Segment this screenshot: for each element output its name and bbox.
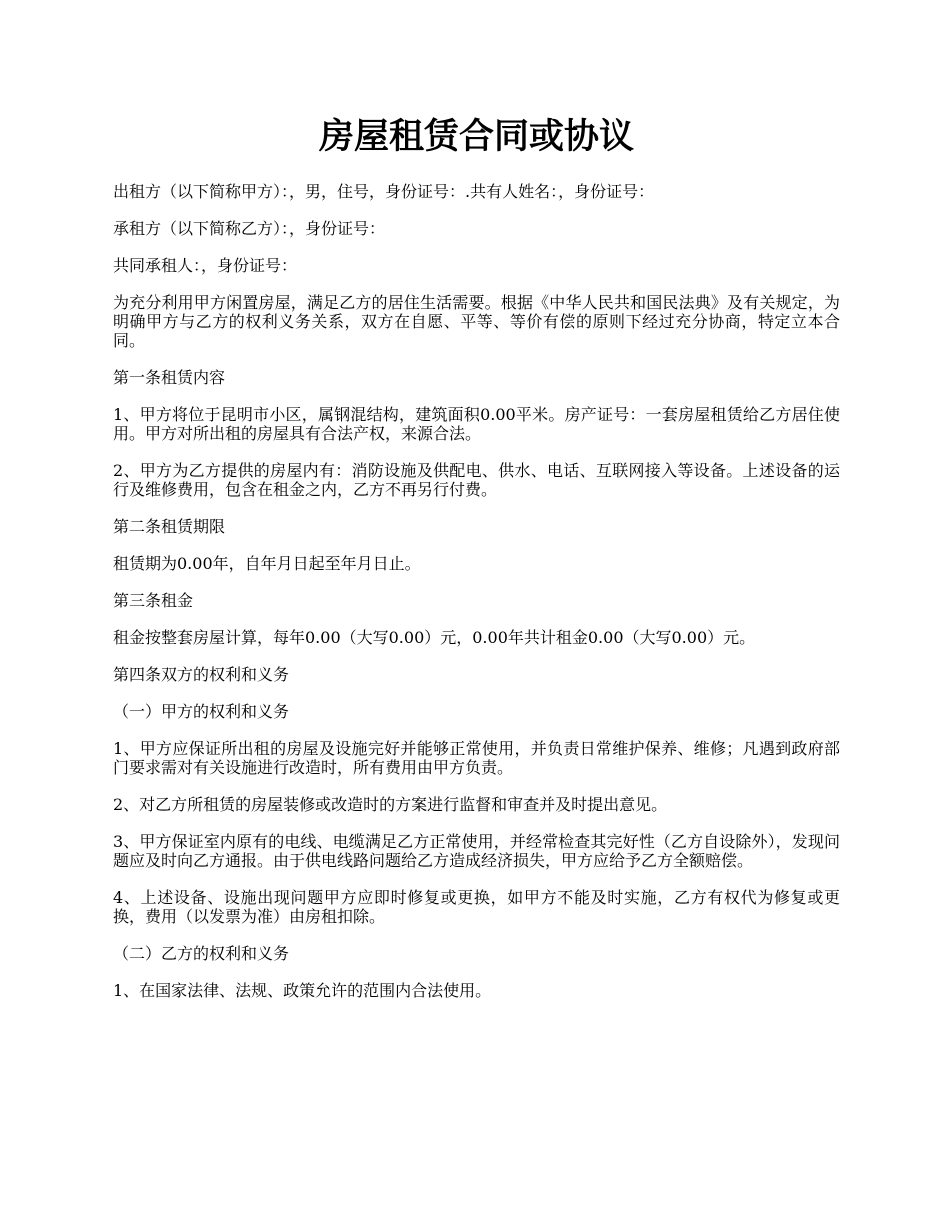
party-a-rights-heading: （一）甲方的权利和义务 — [113, 702, 290, 721]
party-a-line: 出租方（以下简称甲方）：，男，住号，身份证号：.共有人姓名：，身份证号： — [113, 182, 655, 201]
article-1-clause-2: 2、甲方为乙方提供的房屋内有：消防设施及供配电、供水、电话、互联网接入等设备。上述设备的运行及维修费用，包含在租金之内，乙方不再另行付费。 — [113, 461, 840, 499]
article-3-heading: 第三条租金 — [113, 591, 194, 610]
article-2-heading: 第二条租赁期限 — [113, 517, 226, 536]
party-b-line: 承租方（以下简称乙方）：，身份证号： — [113, 219, 386, 238]
article-3-clause: 租金按整套房屋计算，每年0.00（大写0.00）元，0.00年共计租金0.00（大写0.00）元。 — [113, 628, 756, 647]
article-1-clause-1: 1、甲方将位于昆明市小区，属钢混结构，建筑面积0.00平米。房产证号：一套房屋租赁给乙方居住使用。甲方对所出租的房屋具有合法产权，来源合法。 — [113, 405, 840, 443]
article-4-heading: 第四条双方的权利和义务 — [113, 665, 290, 684]
article-2-clause: 租赁期为0.00年，自年月日起至年月日止。 — [113, 554, 421, 573]
preamble-paragraph: 为充分利用甲方闲置房屋，满足乙方的居住生活需要。根据《中华人民共和国民法典》及有关规定，为明确甲方与乙方的权利义务关系，双方在自愿、平等、等价有偿的原则下经过充分协商，特定立本合同。 — [113, 293, 840, 350]
document-page — [113, 112, 840, 1018]
party-a-clause-4: 4、上述设备、设施出现问题甲方应即时修复或更换，如甲方不能及时实施，乙方有权代为修复或更换，费用（以发票为准）由房租扣除。 — [113, 888, 840, 926]
co-tenant-line: 共同承租人：，身份证号： — [113, 256, 298, 275]
party-b-rights-heading: （二）乙方的权利和义务 — [113, 944, 290, 963]
party-b-clause-1: 1、在国家法律、法规、政策允许的范围内合法使用。 — [113, 981, 492, 1000]
party-a-clause-1: 1、甲方应保证所出租的房屋及设施完好并能够正常使用，并负责日常维护保养、维修；凡遇到政府部门要求需对有关设施进行改造时，所有费用由甲方负责。 — [113, 739, 840, 777]
party-a-clause-3: 3、甲方保证室内原有的电线、电缆满足乙方正常使用，并经常检查其完好性（乙方自设除外），发现问题应及时向乙方通报。由于供电线路问题给乙方造成经济损失，甲方应给予乙方全额赔偿。 — [113, 832, 840, 870]
party-a-clause-2: 2、对乙方所租赁的房屋装修或改造时的方案进行监督和审查并及时提出意见。 — [113, 795, 668, 814]
article-1-heading: 第一条租赁内容 — [113, 368, 226, 387]
document-title: 房屋租赁合同或协议 — [318, 116, 634, 157]
